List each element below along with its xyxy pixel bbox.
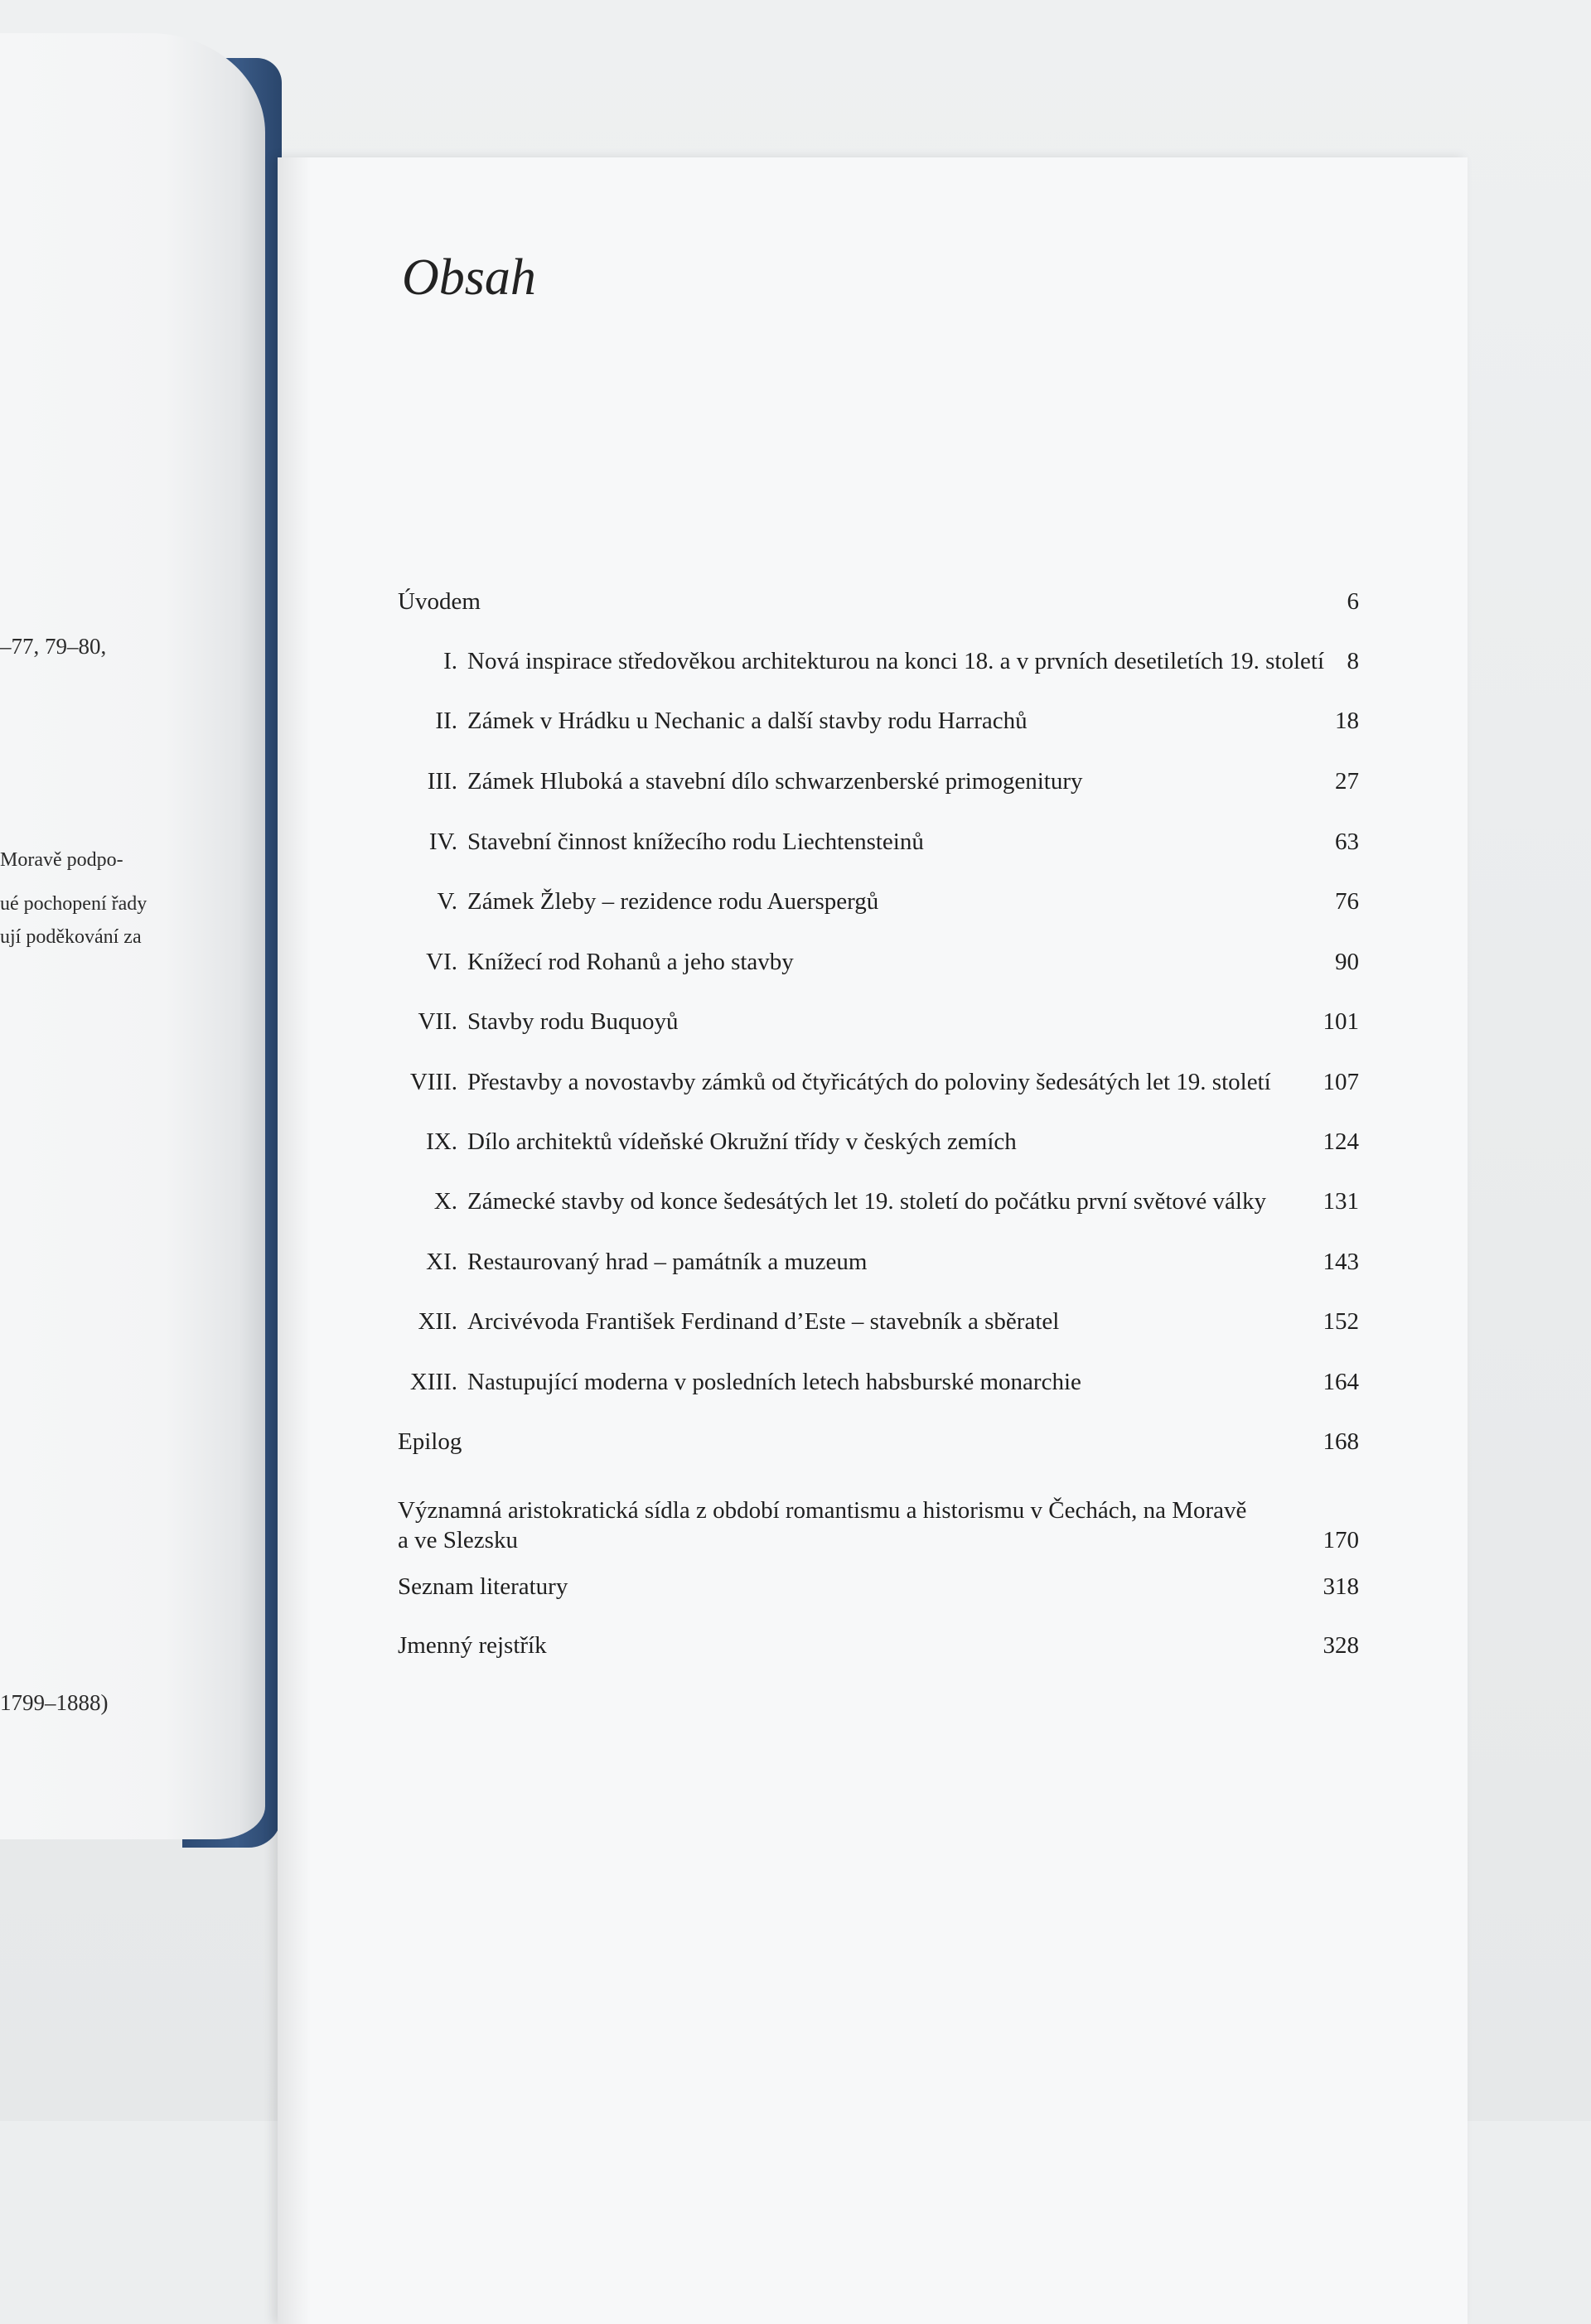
toc-entry-number: II. (435, 708, 457, 734)
left-page-fragment: ué pochopení řady (0, 893, 147, 915)
toc-entry-page: 18 (1335, 708, 1359, 734)
toc-entry-number: IV. (428, 829, 457, 855)
toc-entry (398, 646, 1359, 676)
toc-entry (398, 587, 1359, 616)
toc-entry (398, 1427, 1359, 1457)
toc-entry-title: Epilog (398, 1428, 462, 1455)
toc-entry-number: V. (437, 888, 457, 915)
toc-entry-number: I. (443, 648, 457, 674)
toc-entry-page: 152 (1323, 1308, 1359, 1335)
toc-entry-number: XII. (418, 1308, 457, 1335)
toc-entry (398, 1631, 1359, 1660)
toc-entry-page: 170 (1323, 1527, 1359, 1553)
toc-entry-page: 8 (1347, 648, 1359, 674)
toc-entry (398, 766, 1359, 796)
toc-entry-title: Seznam literatury (398, 1573, 568, 1600)
toc-entry (398, 827, 1359, 857)
toc-entry-page: 168 (1323, 1428, 1359, 1455)
toc-entry-number: III. (427, 768, 457, 795)
left-page-fragment: Moravě podpo- (0, 849, 123, 871)
toc-entry-title: Stavební činnost knížecího rodu Liechtensteinů (467, 829, 924, 855)
toc-entry-number: XIII. (409, 1369, 457, 1395)
toc-entry (398, 706, 1359, 736)
toc-entry-page: 101 (1323, 1008, 1359, 1035)
toc-entry (398, 1367, 1359, 1397)
toc-entry-page: 107 (1323, 1069, 1359, 1095)
toc-entry-title: Jmenný rejstřík (398, 1632, 547, 1659)
toc-entry (398, 1572, 1359, 1602)
table-of-contents (398, 0, 1359, 2121)
toc-entry (398, 947, 1359, 977)
toc-entry-page: 124 (1323, 1128, 1359, 1155)
toc-entry-number: IX. (426, 1128, 457, 1155)
toc-entry-page: 143 (1323, 1249, 1359, 1275)
toc-entry (398, 1007, 1359, 1036)
toc-entry-number: X. (433, 1188, 457, 1215)
toc-entry (398, 887, 1359, 916)
left-page-fragment: ují poděkování za (0, 926, 142, 948)
left-page (0, 33, 265, 1839)
toc-entry (398, 1127, 1359, 1157)
toc-entry-title: Dílo architektů vídeňské Okružní třídy v českých zemích (467, 1128, 1017, 1155)
toc-entry-page: 164 (1323, 1369, 1359, 1395)
toc-entry-page: 90 (1335, 949, 1359, 975)
toc-entry (398, 1247, 1359, 1277)
toc-entry-title: Zámek Hluboká a stavební dílo schwarzenberské primogenitury (467, 768, 1083, 795)
toc-entry-number: VIII. (409, 1069, 457, 1095)
toc-entry (398, 1307, 1359, 1336)
left-page-fragment: –77, 79–80, (0, 634, 107, 659)
toc-entry-title: Restaurovaný hrad – památník a muzeum (467, 1249, 868, 1275)
toc-entry-title: Arcivévoda František Ferdinand d’Este – stavebník a sběratel (467, 1308, 1060, 1335)
toc-entry-title: Nová inspirace středověkou architekturou na konci 18. a v prvních desetiletích 19. století (467, 648, 1325, 674)
left-page-fragment: 1799–1888) (0, 1690, 109, 1715)
toc-entry-number: VII. (418, 1008, 457, 1035)
toc-entry-page: 76 (1335, 888, 1359, 915)
toc-entry-title: Zámek v Hrádku u Nechanic a další stavby rodu Harrachů (467, 708, 1028, 734)
toc-entry-page: 6 (1347, 588, 1359, 615)
toc-entry-title: Úvodem (398, 588, 481, 615)
toc-entry (398, 1067, 1359, 1097)
toc-entry-page: 63 (1335, 829, 1359, 855)
toc-entry-title: Významná aristokratická sídla z období romantismu a historismu v Čechách, na Moravě a ve Slezsku (398, 1497, 1247, 1553)
toc-entry-title: Zámecké stavby od konce šedesátých let 19. století do počátku první světové války (467, 1188, 1266, 1215)
toc-entry-number: XI. (426, 1249, 457, 1275)
toc-entry-title: Zámek Žleby – rezidence rodu Auerspergů (467, 888, 879, 915)
page-gutter-shadow (278, 157, 311, 2324)
toc-entry-number: VI. (426, 949, 457, 975)
toc-title: Obsah (402, 249, 536, 306)
toc-entry-page: 318 (1323, 1573, 1359, 1600)
toc-entry-page: 27 (1335, 768, 1359, 795)
toc-entry-page: 131 (1323, 1188, 1359, 1215)
toc-entry-title: Přestavby a novostavby zámků od čtyřicátých do poloviny šedesátých let 19. století (467, 1069, 1271, 1095)
toc-entry (398, 1495, 1359, 1555)
toc-entry-title: Stavby rodu Buquoyů (467, 1008, 679, 1035)
toc-entry (398, 1186, 1359, 1216)
toc-entry-page: 328 (1323, 1632, 1359, 1659)
toc-entry-title: Nastupující moderna v posledních letech habsburské monarchie (467, 1369, 1081, 1395)
toc-entry-title: Knížecí rod Rohanů a jeho stavby (467, 949, 794, 975)
